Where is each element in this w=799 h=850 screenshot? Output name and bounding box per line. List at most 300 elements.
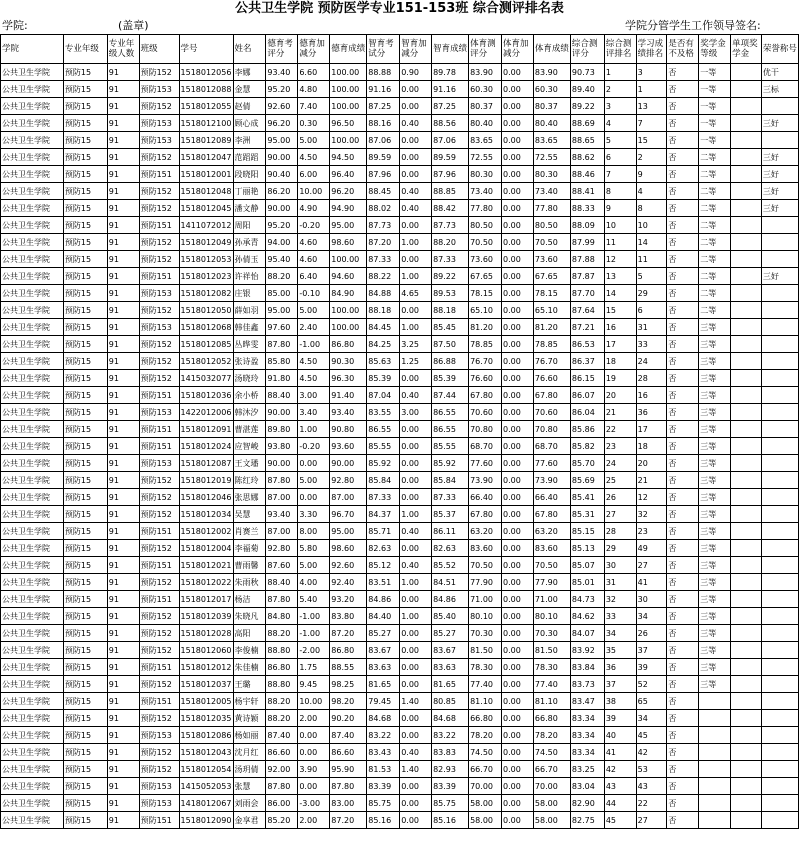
table-cell: 公共卫生学院 <box>1 268 64 285</box>
table-cell: 96.20 <box>266 115 298 132</box>
table-cell: 70.30 <box>533 625 570 642</box>
table-cell: 87.88 <box>570 251 604 268</box>
table-row <box>1 693 799 710</box>
table-cell <box>761 727 798 744</box>
table-cell: 80.37 <box>533 98 570 115</box>
table-cell <box>731 370 762 387</box>
table-cell: 88.40 <box>266 574 298 591</box>
table-cell: 66.80 <box>533 710 570 727</box>
table-cell: 6.40 <box>298 268 330 285</box>
table-cell <box>731 540 762 557</box>
table-cell: 预防152 <box>139 472 179 489</box>
table-cell: 预防15 <box>63 693 107 710</box>
table-cell: 否 <box>667 523 699 540</box>
table-cell: 58.00 <box>533 795 570 812</box>
table-cell: 26 <box>604 489 636 506</box>
table-cell: 1518012035 <box>179 710 233 727</box>
table-cell: 83.67 <box>367 642 400 659</box>
table-cell: 94.50 <box>330 149 367 166</box>
table-cell: 91 <box>107 336 139 353</box>
table-cell: 预防15 <box>63 81 107 98</box>
table-cell: 18 <box>636 438 667 455</box>
table-cell: 88.18 <box>367 302 400 319</box>
table-cell: 否 <box>667 812 699 829</box>
table-cell: 否 <box>667 421 699 438</box>
table-cell: 13 <box>636 98 667 115</box>
table-cell: 24 <box>636 353 667 370</box>
table-cell: 78.20 <box>533 727 570 744</box>
table-cell <box>731 608 762 625</box>
table-cell: 预防152 <box>139 710 179 727</box>
table-cell: 78.15 <box>533 285 570 302</box>
table-cell: 24 <box>604 455 636 472</box>
table-cell: 14 <box>636 234 667 251</box>
table-cell: 4.60 <box>298 234 330 251</box>
table-cell: 67.80 <box>533 387 570 404</box>
table-cell: 88.80 <box>266 642 298 659</box>
table-cell: 1518012045 <box>179 200 233 217</box>
table-cell: 45 <box>604 812 636 829</box>
table-cell: 丛晔雯 <box>233 336 266 353</box>
table-cell <box>731 591 762 608</box>
table-cell: 87.25 <box>367 98 400 115</box>
table-cell <box>731 251 762 268</box>
table-cell: 三等 <box>699 319 731 336</box>
table-cell: 公共卫生学院 <box>1 455 64 472</box>
table-cell: 87.80 <box>266 336 298 353</box>
table-cell: 53 <box>636 761 667 778</box>
table-cell <box>761 676 798 693</box>
table-cell: 100.00 <box>330 132 367 149</box>
table-row <box>1 200 799 217</box>
table-cell <box>761 336 798 353</box>
table-cell: 二等 <box>699 285 731 302</box>
table-cell: 预防151 <box>139 693 179 710</box>
table-cell: 87.33 <box>432 489 469 506</box>
table-cell: 二等 <box>699 149 731 166</box>
table-cell: 83.63 <box>432 659 469 676</box>
table-cell: 否 <box>667 693 699 710</box>
table-cell: 预防15 <box>63 98 107 115</box>
table-cell: 70.50 <box>533 234 570 251</box>
table-cell: 否 <box>667 438 699 455</box>
table-cell: 85.12 <box>367 557 400 574</box>
table-cell: 公共卫生学院 <box>1 659 64 676</box>
table-cell: 91 <box>107 404 139 421</box>
table-cell: 63.20 <box>533 523 570 540</box>
table-cell: 83.63 <box>367 659 400 676</box>
table-cell: 83.55 <box>367 404 400 421</box>
table-cell: 27 <box>604 506 636 523</box>
table-cell: 88.88 <box>367 64 400 81</box>
table-cell: 58.00 <box>469 812 502 829</box>
table-cell: 85.70 <box>570 455 604 472</box>
table-cell <box>761 251 798 268</box>
table-cell: 37 <box>636 642 667 659</box>
table-cell <box>731 625 762 642</box>
table-cell: 预防15 <box>63 387 107 404</box>
table-cell: 1.00 <box>400 268 432 285</box>
table-cell <box>731 217 762 234</box>
table-cell: 0.00 <box>502 149 534 166</box>
table-cell: 0.00 <box>400 98 432 115</box>
table-cell: 0.00 <box>400 421 432 438</box>
table-cell: 27 <box>636 812 667 829</box>
table-cell: 二等 <box>699 200 731 217</box>
table-cell <box>761 540 798 557</box>
table-cell: 一等 <box>699 115 731 132</box>
table-cell: 67.80 <box>469 506 502 523</box>
table-cell <box>731 710 762 727</box>
table-cell: 91 <box>107 183 139 200</box>
table-cell: 66.80 <box>469 710 502 727</box>
column-header: 班级 <box>139 35 179 64</box>
table-cell: 85.37 <box>432 506 469 523</box>
table-cell: 100.00 <box>330 302 367 319</box>
table-cell: 94.00 <box>266 234 298 251</box>
table-cell: 否 <box>667 710 699 727</box>
table-cell: 预防153 <box>139 115 179 132</box>
table-cell <box>761 693 798 710</box>
table-cell: 0.00 <box>502 166 534 183</box>
table-cell: 3.00 <box>298 387 330 404</box>
table-cell: 41 <box>636 574 667 591</box>
table-cell: 85.63 <box>367 353 400 370</box>
table-cell: 预防152 <box>139 200 179 217</box>
table-cell: 34 <box>604 625 636 642</box>
table-cell: 17 <box>604 336 636 353</box>
table-cell: 公共卫生学院 <box>1 812 64 829</box>
table-cell: 3.90 <box>298 761 330 778</box>
table-cell: 91 <box>107 166 139 183</box>
table-cell: 37 <box>604 676 636 693</box>
table-cell: 预防151 <box>139 268 179 285</box>
table-cell: 83.65 <box>533 132 570 149</box>
table-cell: 0.00 <box>502 591 534 608</box>
table-cell: 预防15 <box>63 336 107 353</box>
table-cell: 1518012048 <box>179 183 233 200</box>
table-cell: 1518012082 <box>179 285 233 302</box>
table-cell: 86.37 <box>570 353 604 370</box>
table-cell: 否 <box>667 455 699 472</box>
table-cell: 66.70 <box>533 761 570 778</box>
table-cell: 91 <box>107 642 139 659</box>
table-cell: 87.60 <box>266 557 298 574</box>
table-cell: 76.60 <box>469 370 502 387</box>
table-cell: 85.16 <box>367 812 400 829</box>
table-cell <box>731 183 762 200</box>
table-cell: 公共卫生学院 <box>1 387 64 404</box>
table-cell: 84.62 <box>570 608 604 625</box>
table-cell: 87.06 <box>367 132 400 149</box>
table-cell: 0.00 <box>502 370 534 387</box>
column-header: 智育成绩 <box>432 35 469 64</box>
table-cell: 98.20 <box>330 693 367 710</box>
table-cell: 1518012028 <box>179 625 233 642</box>
table-cell: 32 <box>604 591 636 608</box>
table-cell <box>761 761 798 778</box>
table-cell: 87.64 <box>570 302 604 319</box>
table-cell: 三等 <box>699 523 731 540</box>
table-cell: 91 <box>107 727 139 744</box>
table-cell: 15 <box>636 132 667 149</box>
table-cell: 0.00 <box>502 353 534 370</box>
table-cell: 87.80 <box>330 778 367 795</box>
table-cell: 86.00 <box>266 795 298 812</box>
table-cell: 公共卫生学院 <box>1 693 64 710</box>
table-cell: 预防15 <box>63 302 107 319</box>
table-row <box>1 438 799 455</box>
table-cell: 93.40 <box>266 506 298 523</box>
column-header: 体育测评分 <box>469 35 502 64</box>
table-cell: 25 <box>604 472 636 489</box>
table-cell: 92.40 <box>330 574 367 591</box>
table-cell: 1518012086 <box>179 727 233 744</box>
table-row <box>1 795 799 812</box>
table-cell: 公共卫生学院 <box>1 676 64 693</box>
table-cell: 否 <box>667 778 699 795</box>
table-cell: 预防15 <box>63 183 107 200</box>
table-cell: 5 <box>636 268 667 285</box>
table-row <box>1 625 799 642</box>
table-cell: 5.00 <box>298 557 330 574</box>
table-cell: 87.20 <box>330 625 367 642</box>
table-cell: 预防151 <box>139 217 179 234</box>
table-cell: 18 <box>604 353 636 370</box>
table-cell <box>731 149 762 166</box>
table-cell: 否 <box>667 387 699 404</box>
table-cell: 预防15 <box>63 285 107 302</box>
table-cell: 预防15 <box>63 557 107 574</box>
table-cell: 77.80 <box>469 200 502 217</box>
table-cell: 84.88 <box>367 285 400 302</box>
table-cell: 71.00 <box>533 591 570 608</box>
table-cell: 0.00 <box>400 132 432 149</box>
table-cell: 一等 <box>699 64 731 81</box>
table-cell: 0.00 <box>400 659 432 676</box>
table-cell: 83.90 <box>469 64 502 81</box>
table-cell: 14 <box>604 285 636 302</box>
table-cell: 87.73 <box>367 217 400 234</box>
table-cell <box>761 795 798 812</box>
table-cell: -1.00 <box>298 336 330 353</box>
table-cell: 77.90 <box>469 574 502 591</box>
table-cell: 预防152 <box>139 302 179 319</box>
table-cell: 丁丽艳 <box>233 183 266 200</box>
table-cell <box>761 591 798 608</box>
table-cell: 否 <box>667 574 699 591</box>
table-cell: 否 <box>667 676 699 693</box>
table-row <box>1 285 799 302</box>
table-cell: 91 <box>107 132 139 149</box>
table-cell: 87.33 <box>432 251 469 268</box>
table-row <box>1 268 799 285</box>
table-cell: 0.00 <box>502 608 534 625</box>
table-cell: 85.92 <box>432 455 469 472</box>
table-cell: 83.60 <box>469 540 502 557</box>
table-cell: 91 <box>107 64 139 81</box>
table-cell: 88.20 <box>266 268 298 285</box>
table-cell: 0.00 <box>502 761 534 778</box>
table-cell: 预防15 <box>63 710 107 727</box>
table-cell: 公共卫生学院 <box>1 149 64 166</box>
table-cell: 96.30 <box>330 370 367 387</box>
table-cell: 李洲 <box>233 132 266 149</box>
table-cell: 0.00 <box>400 727 432 744</box>
table-cell: 95.00 <box>266 302 298 319</box>
table-cell: 85.86 <box>570 421 604 438</box>
table-cell: 100.00 <box>330 64 367 81</box>
table-cell: 87.80 <box>266 472 298 489</box>
table-cell: 87.44 <box>432 387 469 404</box>
table-cell: 73.40 <box>533 183 570 200</box>
table-cell: 1518012089 <box>179 132 233 149</box>
table-cell: 88.20 <box>266 625 298 642</box>
table-cell: 81.50 <box>533 642 570 659</box>
table-cell: 77.60 <box>469 455 502 472</box>
table-cell: 三等 <box>699 438 731 455</box>
table-cell: 0.00 <box>400 625 432 642</box>
column-header: 智育加减分 <box>400 35 432 64</box>
table-row <box>1 591 799 608</box>
table-cell: 三等 <box>699 404 731 421</box>
table-cell: 公共卫生学院 <box>1 438 64 455</box>
table-cell: 70.50 <box>469 234 502 251</box>
column-header: 奖学金等级 <box>699 35 731 64</box>
table-cell: 1518012100 <box>179 115 233 132</box>
table-cell: 91 <box>107 608 139 625</box>
table-cell: 85.27 <box>432 625 469 642</box>
table-cell: 公共卫生学院 <box>1 710 64 727</box>
table-cell: 预防152 <box>139 608 179 625</box>
table-cell: 63.20 <box>469 523 502 540</box>
table-cell: 4.60 <box>298 251 330 268</box>
table-cell: 1518012047 <box>179 149 233 166</box>
table-cell <box>699 744 731 761</box>
table-cell: 40 <box>604 727 636 744</box>
table-cell: 0.00 <box>400 642 432 659</box>
table-cell: 公共卫生学院 <box>1 217 64 234</box>
table-cell: 0.00 <box>400 302 432 319</box>
table-cell: 22 <box>636 795 667 812</box>
table-cell <box>761 659 798 676</box>
table-cell: 80.50 <box>533 217 570 234</box>
table-cell: 1518012052 <box>179 353 233 370</box>
table-cell: 4 <box>636 183 667 200</box>
table-cell: 预防152 <box>139 625 179 642</box>
table-cell: 81.65 <box>432 676 469 693</box>
table-cell: 7 <box>636 115 667 132</box>
table-cell: 预防152 <box>139 744 179 761</box>
table-cell: 88.62 <box>570 149 604 166</box>
table-cell: 91 <box>107 319 139 336</box>
table-cell: 预防153 <box>139 455 179 472</box>
table-cell: 9 <box>636 166 667 183</box>
table-cell: 1.00 <box>400 234 432 251</box>
column-header: 体育加减分 <box>502 35 534 64</box>
table-cell: 否 <box>667 489 699 506</box>
table-cell: 预防15 <box>63 812 107 829</box>
table-cell: 88.85 <box>432 183 469 200</box>
table-cell: 预防153 <box>139 778 179 795</box>
table-cell: 67.80 <box>533 506 570 523</box>
table-cell: 预防152 <box>139 234 179 251</box>
table-cell <box>761 404 798 421</box>
table-cell: 87.96 <box>432 166 469 183</box>
table-row <box>1 234 799 251</box>
table-cell: 88.20 <box>266 710 298 727</box>
table-cell: 91 <box>107 81 139 98</box>
table-cell: 80.40 <box>533 115 570 132</box>
table-cell: 16 <box>636 387 667 404</box>
table-cell: 84.86 <box>367 591 400 608</box>
table-cell: 沈月红 <box>233 744 266 761</box>
table-cell: 87.99 <box>570 234 604 251</box>
table-cell: 预防15 <box>63 676 107 693</box>
table-cell: 35 <box>604 642 636 659</box>
table-cell <box>699 812 731 829</box>
table-cell: 87.20 <box>367 234 400 251</box>
table-cell: 0.40 <box>400 387 432 404</box>
table-cell: 三好 <box>761 200 798 217</box>
table-cell: 预防15 <box>63 319 107 336</box>
table-cell: 93.40 <box>266 64 298 81</box>
table-cell: 杨如丽 <box>233 727 266 744</box>
table-cell: 85.00 <box>266 285 298 302</box>
table-cell: 98.60 <box>330 540 367 557</box>
table-cell: 否 <box>667 234 699 251</box>
table-cell: 0.00 <box>502 98 534 115</box>
table-cell: 预防151 <box>139 523 179 540</box>
table-cell: 余小桥 <box>233 387 266 404</box>
table-cell: 三等 <box>699 506 731 523</box>
table-cell: 87.06 <box>432 132 469 149</box>
table-cell: 70.80 <box>533 421 570 438</box>
table-cell: 3.25 <box>400 336 432 353</box>
column-header: 体育成绩 <box>533 35 570 64</box>
table-cell <box>731 387 762 404</box>
table-cell: 91 <box>107 659 139 676</box>
table-cell: 三等 <box>699 455 731 472</box>
table-cell: 否 <box>667 81 699 98</box>
table-cell: 90.20 <box>330 710 367 727</box>
table-cell: 预防151 <box>139 166 179 183</box>
table-cell: 预防15 <box>63 438 107 455</box>
table-cell: 公共卫生学院 <box>1 574 64 591</box>
table-cell: 80.37 <box>469 98 502 115</box>
table-cell: 91 <box>107 149 139 166</box>
table-cell: 73.90 <box>469 472 502 489</box>
table-cell: 预防151 <box>139 659 179 676</box>
table-cell: 0.00 <box>400 795 432 812</box>
table-cell: 预防15 <box>63 217 107 234</box>
table-cell: 83.34 <box>570 727 604 744</box>
table-cell: 公共卫生学院 <box>1 251 64 268</box>
table-cell: 91.40 <box>330 387 367 404</box>
table-cell: 70.00 <box>533 778 570 795</box>
table-cell: 预防15 <box>63 744 107 761</box>
table-cell: 95.20 <box>266 217 298 234</box>
table-cell: 58.00 <box>533 812 570 829</box>
table-cell: 80.85 <box>432 693 469 710</box>
table-cell: 预防15 <box>63 268 107 285</box>
table-cell: 91 <box>107 523 139 540</box>
table-cell: 三等 <box>699 472 731 489</box>
table-cell: 86.80 <box>266 659 298 676</box>
table-cell: 85.55 <box>367 438 400 455</box>
table-cell: 91 <box>107 115 139 132</box>
column-header: 学院 <box>1 35 64 64</box>
